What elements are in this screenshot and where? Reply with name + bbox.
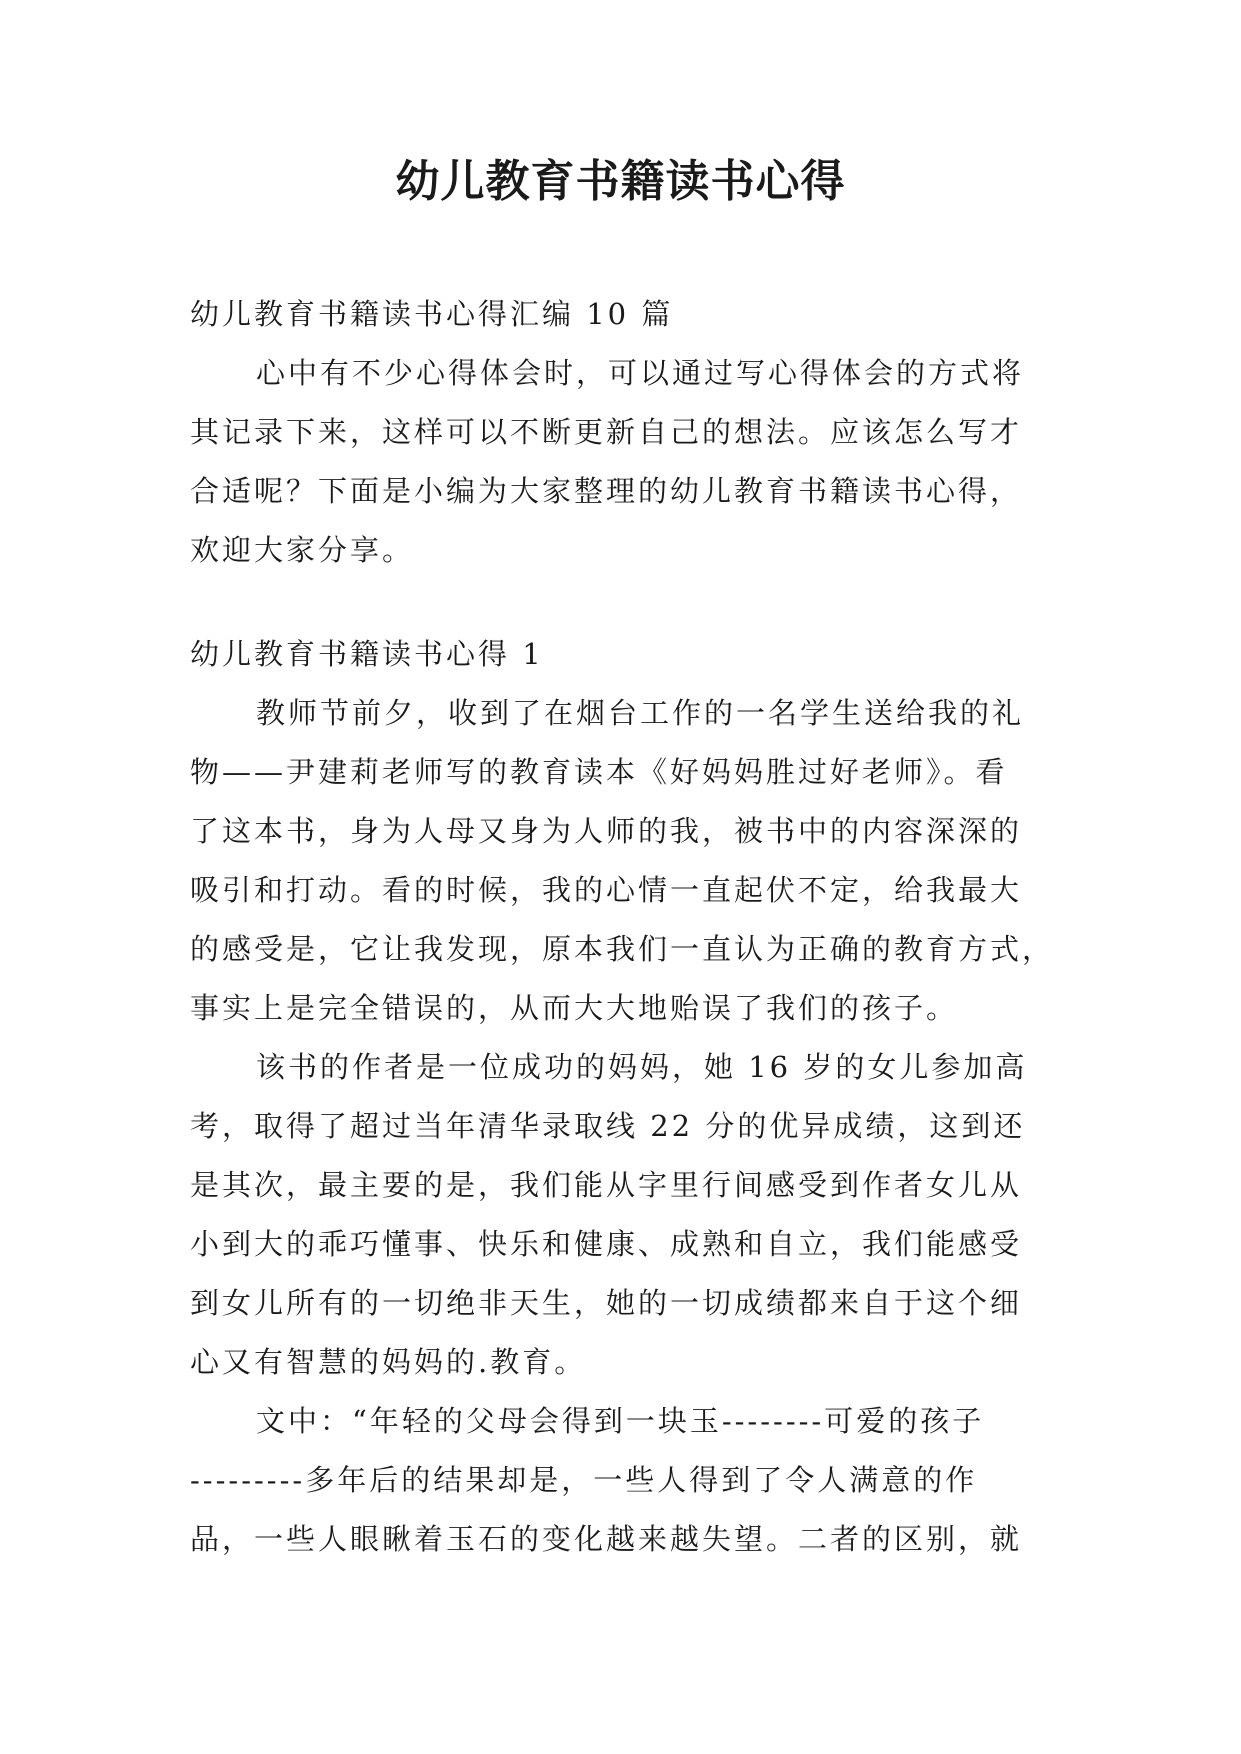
paragraph-line: 物——尹建莉老师写的教育读本《好妈妈胜过好老师》。看 — [190, 755, 1008, 789]
paragraph-line: 小到大的乖巧懂事、快乐和健康、成熟和自立，我们能感受 — [190, 1227, 1023, 1261]
paragraph-line: 吸引和打动。看的时候，我的心情一直起伏不定，给我最大 — [190, 873, 1023, 907]
paragraph-line: 其记录下来，这样可以不断更新自己的想法。应该怎么写才 — [190, 415, 1023, 449]
paragraph-line: 心中有不少心得体会时，可以通过写心得体会的方式将 — [256, 356, 1025, 390]
paragraph-line: 考，取得了超过当年清华录取线 22 分的优异成绩，这到还 — [190, 1109, 1026, 1143]
body-paragraph-3 — [190, 1392, 1060, 1569]
section-spacer — [190, 580, 1060, 625]
paragraph-line: 品，一些人眼瞅着玉石的变化越来越失望。二者的区别，就 — [190, 1522, 1023, 1556]
paragraph-line: 合适呢？下面是小编为大家整理的幼儿教育书籍读书心得， — [190, 474, 1023, 508]
paragraph-line: ---------多年后的结果却是，一些人得到了令人满意的作 — [190, 1463, 978, 1497]
paragraph-line: 事实上是完全错误的，从而大大地贻误了我们的孩子。 — [190, 991, 959, 1025]
body-paragraph-2 — [190, 1038, 1060, 1392]
paragraph-line: 文中：“年轻的父母会得到一块玉--------可爱的孩子 — [256, 1404, 985, 1438]
document-title: 幼儿教育书籍读书心得 — [395, 156, 846, 207]
paragraph-line: 了这本书，身为人母又身为人师的我，被书中的内容深深的 — [190, 814, 1023, 848]
intro-paragraph — [190, 344, 1060, 580]
collection-heading: 幼儿教育书籍读书心得汇编 10 篇 — [190, 297, 674, 331]
paragraph-line: 的感受是，它让我发现，原本我们一直认为正确的教育方式， — [190, 932, 1055, 966]
paragraph-line: 教师节前夕，收到了在烟台工作的一名学生送给我的礼 — [256, 696, 1025, 730]
paragraph-line: 是其次，最主要的是，我们能从字里行间感受到作者女儿从 — [190, 1168, 1023, 1202]
body-paragraph-1 — [190, 684, 1060, 1038]
document-body — [190, 285, 1060, 1569]
paragraph-line: 到女儿所有的一切绝非天生，她的一切成绩都来自于这个细 — [190, 1286, 1023, 1320]
section-heading: 幼儿教育书籍读书心得 1 — [190, 637, 544, 671]
paragraph-line: 欢迎大家分享。 — [190, 533, 415, 567]
paragraph-line: 心又有智慧的妈妈的.教育。 — [190, 1345, 587, 1379]
paragraph-line: 该书的作者是一位成功的妈妈，她 16 岁的女儿参加高 — [256, 1050, 1028, 1084]
